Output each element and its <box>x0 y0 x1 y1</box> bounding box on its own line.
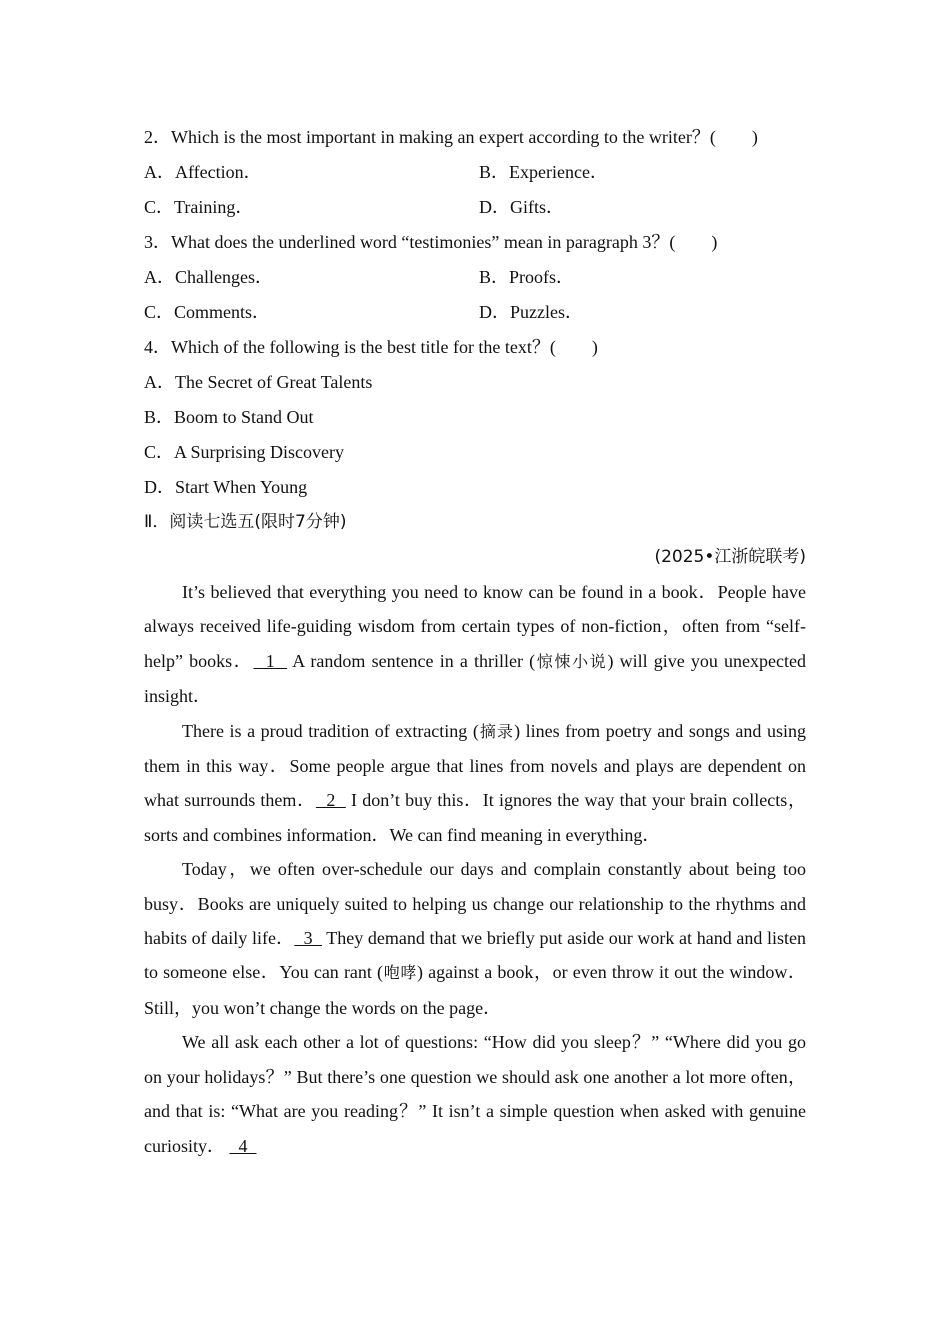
question-3-options-row-2 <box>144 295 806 330</box>
option-b: B．Experience． <box>479 162 608 182</box>
option-d: D．Gifts． <box>479 197 564 217</box>
blank-3: 3 <box>294 928 322 949</box>
chinese-gloss: 摘录 <box>478 721 515 741</box>
question-stem-text: 4．Which of the following is the best title for the text？( <box>144 337 556 357</box>
question-4-stem <box>144 330 806 365</box>
option-b: B．Proofs． <box>479 267 575 287</box>
passage-paragraph-4 <box>144 1025 806 1163</box>
option-c: C．A Surprising Discovery <box>144 442 344 462</box>
option-c: C．Training． <box>144 197 254 217</box>
option-c: C．Comments． <box>144 302 271 322</box>
paragraph-text: We all ask each other a lot of questions: “How did you sleep？” “Where did you go on your holidays？” But there’s one question we should ask one another a lot more often，and that is: “What are you reading？” It isn’t a simple question when asked with genuine curiosity． <box>144 1032 806 1156</box>
paragraph-text: It’s believed that everything you need to know can be found in a book．People have always received life-guiding wisdom from certain types of non-fiction，often from “self-help” books． <box>144 582 806 671</box>
question-stem-close: ) <box>591 337 598 357</box>
paragraph-text: There is a proud tradition of extracting ( <box>182 720 479 741</box>
paragraph-text: ) against a book，or even throw it out the window．Still，you won’t change the words on the page． <box>144 962 806 1018</box>
option-a: A．Affection． <box>144 162 262 182</box>
option-b: B．Boom to Stand Out <box>144 407 314 427</box>
question-stem-text: 3．What does the underlined word “testimonies” mean in paragraph 3？( <box>144 232 676 252</box>
source-label: (2025•江浙皖联考) <box>654 547 806 567</box>
chinese-gloss: 惊悚小说 <box>535 651 608 671</box>
blank-4: 4 <box>229 1135 257 1156</box>
question-stem-close: ) <box>751 127 758 147</box>
paragraph-text: ) will give you unexpected insight． <box>144 650 807 707</box>
question-2-options-row-2 <box>144 190 806 225</box>
option-a: A．Challenges． <box>144 267 273 287</box>
question-2-stem <box>144 120 806 155</box>
paragraph-text: I don’t buy this．It ignores the way that your brain collects，sorts and combines information．We can find meaning in everything． <box>144 790 806 845</box>
paragraph-text: Today，we often over-schedule our days and complain constantly about being too busy．Books are uniquely suited to helping us change our relationship to the rhythms and habits of daily life． <box>144 859 806 949</box>
chinese-gloss: 咆哮 <box>383 963 417 983</box>
option-d: D．Puzzles． <box>479 302 583 322</box>
paragraph-text: A random sentence in a thriller ( <box>287 650 536 671</box>
passage-paragraph-1 <box>144 575 806 714</box>
question-2-options-row-1 <box>144 155 806 190</box>
blank-2: 2 <box>315 790 346 811</box>
question-3-options-row-1 <box>144 260 806 295</box>
option-a: A．The Secret of Great Talents <box>144 372 373 392</box>
question-3-stem <box>144 225 806 260</box>
question-stem-text: 2．Which is the most important in making an expert according to the writer？( <box>144 127 716 147</box>
question-stem-close: ) <box>711 232 718 252</box>
option-d: D．Start When Young <box>144 477 308 497</box>
blank-1: 1 <box>253 650 288 671</box>
passage-paragraph-2 <box>144 714 806 853</box>
document-page <box>144 120 806 1163</box>
section-heading: Ⅱ．阅读七选五(限时7分钟) <box>144 512 347 532</box>
paragraph-text: They demand that we briefly put aside our work at hand and listen to someone else．You can rant ( <box>144 928 807 983</box>
passage-paragraph-3 <box>144 852 806 1025</box>
paragraph-text: ) lines from poetry and songs and using them in this way．Some people argue that lines from novels and plays are dependent on what surrounds them． <box>144 720 806 811</box>
